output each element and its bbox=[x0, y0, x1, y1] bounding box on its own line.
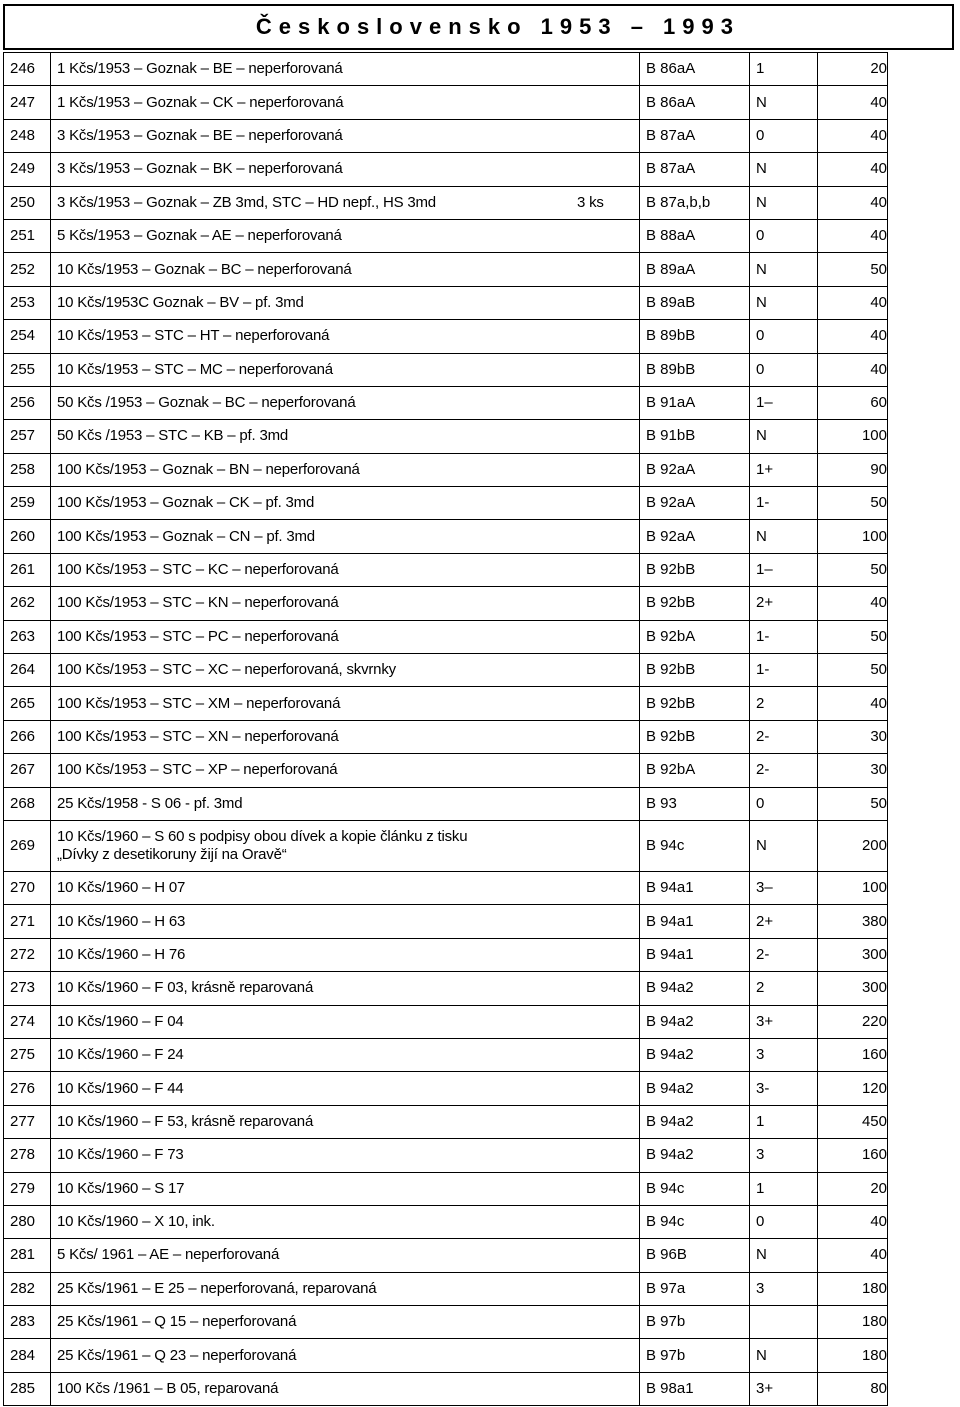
lot-description bbox=[51, 1306, 640, 1339]
lot-description-text: 100 Kčs/1953 – STC – XM – neperforovaná bbox=[57, 694, 341, 712]
page-title: Československo 1953 – 1993 bbox=[255, 14, 740, 39]
lot-number: 264 bbox=[4, 654, 51, 687]
lot-description bbox=[51, 353, 640, 386]
lot-number: 279 bbox=[4, 1172, 51, 1205]
catalog-number: B 92aA bbox=[640, 487, 750, 520]
catalog-number: B 87aA bbox=[640, 119, 750, 152]
lot-number: 265 bbox=[4, 687, 51, 720]
lot-description bbox=[51, 972, 640, 1005]
lot-description-text: 25 Kčs/1961 – E 25 – neperforovaná, reparovaná bbox=[57, 1279, 377, 1297]
starting-price: 40 bbox=[818, 219, 888, 252]
catalog-number: B 94c bbox=[640, 820, 750, 871]
lot-number: 280 bbox=[4, 1205, 51, 1238]
catalog-number: B 88aA bbox=[640, 219, 750, 252]
lot-number: 269 bbox=[4, 820, 51, 871]
table-row bbox=[4, 654, 888, 687]
lot-description-text: 10 Kčs/1960 – H 07 bbox=[57, 879, 186, 897]
condition-grade: 1 bbox=[750, 53, 818, 86]
table-row bbox=[4, 871, 888, 904]
table-row bbox=[4, 1205, 888, 1238]
starting-price: 20 bbox=[818, 53, 888, 86]
starting-price: 30 bbox=[818, 754, 888, 787]
table-row bbox=[4, 720, 888, 753]
starting-price: 220 bbox=[818, 1005, 888, 1038]
condition-grade: 1- bbox=[750, 487, 818, 520]
catalog-number: B 86aA bbox=[640, 86, 750, 119]
lot-number: 257 bbox=[4, 420, 51, 453]
condition-grade: N bbox=[750, 86, 818, 119]
condition-grade: 0 bbox=[750, 787, 818, 820]
lot-description bbox=[51, 453, 640, 486]
condition-grade: 1+ bbox=[750, 453, 818, 486]
lot-description-text: 1 Kčs/1953 – Goznak – CK – neperforovaná bbox=[57, 93, 344, 111]
starting-price: 40 bbox=[818, 153, 888, 186]
lot-description-text: 100 Kčs/1953 – STC – XP – neperforovaná bbox=[57, 761, 338, 779]
table-row bbox=[4, 86, 888, 119]
catalog-number: B 97b bbox=[640, 1306, 750, 1339]
lot-description-text: 50 Kčs /1953 – STC – KB – pf. 3md bbox=[57, 427, 289, 445]
condition-grade: N bbox=[750, 820, 818, 871]
catalog-number: B 92bB bbox=[640, 720, 750, 753]
condition-grade: 3 bbox=[750, 1038, 818, 1071]
table-row bbox=[4, 420, 888, 453]
lot-number: 256 bbox=[4, 386, 51, 419]
table-row bbox=[4, 972, 888, 1005]
lot-description-text: 3 Kčs/1953 – Goznak – ZB 3md, STC – HD nepf., HS 3md bbox=[57, 193, 436, 211]
catalog-number: B 92bB bbox=[640, 587, 750, 620]
catalog-number: B 94a1 bbox=[640, 871, 750, 904]
condition-grade: 3+ bbox=[750, 1005, 818, 1038]
starting-price: 40 bbox=[818, 320, 888, 353]
lot-description-text: 5 Kčs/1953 – Goznak – AE – neperforovaná bbox=[57, 227, 342, 245]
starting-price: 160 bbox=[818, 1038, 888, 1071]
catalog-number: B 94a2 bbox=[640, 1139, 750, 1172]
table-row bbox=[4, 253, 888, 286]
lot-description bbox=[51, 1139, 640, 1172]
condition-grade: N bbox=[750, 153, 818, 186]
starting-price: 180 bbox=[818, 1306, 888, 1339]
table-row bbox=[4, 1372, 888, 1405]
catalog-number: B 92bB bbox=[640, 687, 750, 720]
starting-price: 300 bbox=[818, 972, 888, 1005]
catalog-number: B 91bB bbox=[640, 420, 750, 453]
table-row bbox=[4, 1005, 888, 1038]
table-row bbox=[4, 520, 888, 553]
lot-description bbox=[51, 286, 640, 319]
table-row bbox=[4, 386, 888, 419]
lot-description bbox=[51, 53, 640, 86]
starting-price: 60 bbox=[818, 386, 888, 419]
catalog-number: B 94a2 bbox=[640, 1105, 750, 1138]
starting-price: 300 bbox=[818, 938, 888, 971]
condition-grade: 2+ bbox=[750, 587, 818, 620]
lot-description bbox=[51, 520, 640, 553]
lot-description-text: 10 Kčs/1953 – STC – MC – neperforovaná bbox=[57, 360, 333, 378]
lot-description-text: 10 Kčs/1960 – F 03, krásně reparovaná bbox=[57, 979, 314, 997]
lot-number: 266 bbox=[4, 720, 51, 753]
lot-number: 252 bbox=[4, 253, 51, 286]
starting-price: 100 bbox=[818, 871, 888, 904]
lot-description bbox=[51, 1339, 640, 1372]
lot-description bbox=[51, 905, 640, 938]
lot-description bbox=[51, 720, 640, 753]
starting-price: 380 bbox=[818, 905, 888, 938]
catalog-number: B 97b bbox=[640, 1339, 750, 1372]
starting-price: 180 bbox=[818, 1339, 888, 1372]
lot-number: 283 bbox=[4, 1306, 51, 1339]
condition-grade: 2+ bbox=[750, 905, 818, 938]
lot-description-text: 100 Kčs/1953 – STC – XN – neperforovaná bbox=[57, 728, 339, 745]
starting-price: 50 bbox=[818, 253, 888, 286]
catalog-number: B 94a1 bbox=[640, 905, 750, 938]
table-row bbox=[4, 453, 888, 486]
lot-description bbox=[51, 1205, 640, 1238]
condition-grade: 0 bbox=[750, 353, 818, 386]
condition-grade: 1- bbox=[750, 620, 818, 653]
lot-description-text: 10 Kčs/1953C Goznak – BV – pf. 3md bbox=[57, 293, 304, 311]
condition-grade: 1– bbox=[750, 386, 818, 419]
lot-number: 285 bbox=[4, 1372, 51, 1405]
table-row bbox=[4, 219, 888, 252]
table-row bbox=[4, 286, 888, 319]
lot-number: 250 bbox=[4, 186, 51, 219]
lot-description bbox=[51, 1072, 640, 1105]
lot-number: 276 bbox=[4, 1072, 51, 1105]
condition-grade: 3+ bbox=[750, 1372, 818, 1405]
lot-description-text: 10 Kčs/1953 – STC – HT – neperforovaná bbox=[57, 327, 330, 345]
starting-price: 30 bbox=[818, 720, 888, 753]
lot-description-text: 100 Kčs/1953 – STC – XC – neperforovaná, skvrnky bbox=[57, 661, 396, 679]
lot-description-text: 100 Kčs /1961 – B 05, reparovaná bbox=[57, 1380, 279, 1398]
lot-number: 282 bbox=[4, 1272, 51, 1305]
lot-number: 260 bbox=[4, 520, 51, 553]
table-row bbox=[4, 1105, 888, 1138]
table-row bbox=[4, 353, 888, 386]
lot-number: 271 bbox=[4, 905, 51, 938]
table-row bbox=[4, 687, 888, 720]
catalog-table-body bbox=[4, 53, 888, 1406]
lot-number: 249 bbox=[4, 153, 51, 186]
lot-description-text: 25 Kčs/1961 – Q 15 – neperforovaná bbox=[57, 1313, 297, 1331]
starting-price: 50 bbox=[818, 620, 888, 653]
lot-description-text: 3 Kčs/1953 – Goznak – BE – neperforovaná bbox=[57, 126, 343, 144]
lot-description bbox=[51, 186, 640, 219]
catalog-number: B 92bA bbox=[640, 754, 750, 787]
lot-description-text: 100 Kčs/1953 – STC – KN – neperforovaná bbox=[57, 594, 339, 612]
lot-number: 254 bbox=[4, 320, 51, 353]
table-row bbox=[4, 186, 888, 219]
catalog-number: B 94a2 bbox=[640, 1038, 750, 1071]
condition-grade: 1– bbox=[750, 553, 818, 586]
starting-price: 50 bbox=[818, 654, 888, 687]
lot-number: 277 bbox=[4, 1105, 51, 1138]
catalog-number: B 87aA bbox=[640, 153, 750, 186]
starting-price: 100 bbox=[818, 420, 888, 453]
starting-price: 40 bbox=[818, 1205, 888, 1238]
lot-description bbox=[51, 1272, 640, 1305]
starting-price: 40 bbox=[818, 86, 888, 119]
lot-number: 248 bbox=[4, 119, 51, 152]
condition-grade bbox=[750, 1306, 818, 1339]
condition-grade: N bbox=[750, 186, 818, 219]
table-row bbox=[4, 320, 888, 353]
lot-description bbox=[51, 787, 640, 820]
starting-price: 50 bbox=[818, 787, 888, 820]
condition-grade: 3- bbox=[750, 1072, 818, 1105]
catalog-number: B 92aA bbox=[640, 453, 750, 486]
catalog-number: B 96B bbox=[640, 1239, 750, 1272]
lot-description bbox=[51, 654, 640, 687]
lot-description-text: 10 Kčs/1960 – F 44 bbox=[57, 1079, 184, 1097]
lot-description-text: 100 Kčs/1953 – Goznak – CN – pf. 3md bbox=[57, 527, 315, 545]
catalog-number: B 91aA bbox=[640, 386, 750, 419]
condition-grade: 1 bbox=[750, 1172, 818, 1205]
table-row bbox=[4, 820, 888, 871]
table-row bbox=[4, 620, 888, 653]
condition-grade: 0 bbox=[750, 1205, 818, 1238]
lot-description bbox=[51, 871, 640, 904]
table-row bbox=[4, 938, 888, 971]
condition-grade: 2 bbox=[750, 687, 818, 720]
table-row bbox=[4, 1139, 888, 1172]
starting-price: 120 bbox=[818, 1072, 888, 1105]
catalog-number: B 92bB bbox=[640, 654, 750, 687]
starting-price: 40 bbox=[818, 119, 888, 152]
lot-number: 251 bbox=[4, 219, 51, 252]
starting-price: 40 bbox=[818, 587, 888, 620]
table-row bbox=[4, 905, 888, 938]
lot-description bbox=[51, 153, 640, 186]
lot-description bbox=[51, 119, 640, 152]
catalog-number: B 86aA bbox=[640, 53, 750, 86]
starting-price: 90 bbox=[818, 453, 888, 486]
condition-grade: N bbox=[750, 253, 818, 286]
table-row bbox=[4, 1339, 888, 1372]
catalog-number: B 89aA bbox=[640, 253, 750, 286]
lot-number: 281 bbox=[4, 1239, 51, 1272]
lot-number: 274 bbox=[4, 1005, 51, 1038]
table-row bbox=[4, 1172, 888, 1205]
catalog-number: B 94a2 bbox=[640, 972, 750, 1005]
lot-description-text: 100 Kčs/1953 – Goznak – BN – neperforovaná bbox=[57, 460, 360, 478]
lot-number: 267 bbox=[4, 754, 51, 787]
lot-description-text: 25 Kčs/1958 - S 06 - pf. 3md bbox=[57, 794, 243, 812]
condition-grade: 1- bbox=[750, 654, 818, 687]
lot-description-text: 10 Kčs/1953 – Goznak – BC – neperforovaná bbox=[57, 260, 352, 278]
table-row bbox=[4, 1038, 888, 1071]
catalog-number: B 94a1 bbox=[640, 938, 750, 971]
starting-price: 200 bbox=[818, 820, 888, 871]
lot-description bbox=[51, 86, 640, 119]
lot-number: 261 bbox=[4, 553, 51, 586]
starting-price: 80 bbox=[818, 1372, 888, 1405]
lot-description bbox=[51, 253, 640, 286]
starting-price: 40 bbox=[818, 1239, 888, 1272]
lot-description-text: 1 Kčs/1953 – Goznak – BE – neperforovaná bbox=[57, 60, 343, 78]
catalog-number: B 94a2 bbox=[640, 1005, 750, 1038]
lot-description-line: „Dívky z desetikoruny žijí na Oravě“ bbox=[57, 845, 287, 863]
lot-description-text: 100 Kčs/1953 – Goznak – CK – pf. 3md bbox=[57, 494, 315, 512]
table-row bbox=[4, 1072, 888, 1105]
catalog-number: B 87a,b,b bbox=[640, 186, 750, 219]
catalog-number: B 89bB bbox=[640, 353, 750, 386]
catalog-number: B 98a1 bbox=[640, 1372, 750, 1405]
lot-description-text: 3 Kčs/1953 – Goznak – BK – neperforovaná bbox=[57, 160, 343, 178]
lot-description bbox=[51, 553, 640, 586]
condition-grade: 0 bbox=[750, 219, 818, 252]
starting-price: 40 bbox=[818, 353, 888, 386]
page-header bbox=[3, 4, 954, 50]
lot-description bbox=[51, 320, 640, 353]
catalog-number: B 94c bbox=[640, 1205, 750, 1238]
lot-number: 275 bbox=[4, 1038, 51, 1071]
table-row bbox=[4, 587, 888, 620]
condition-grade: 2 bbox=[750, 972, 818, 1005]
table-row bbox=[4, 53, 888, 86]
lot-number: 273 bbox=[4, 972, 51, 1005]
lot-description-text: 10 Kčs/1960 – F 24 bbox=[57, 1046, 184, 1064]
lot-description bbox=[51, 1239, 640, 1272]
lot-description bbox=[51, 587, 640, 620]
lot-description bbox=[51, 1038, 640, 1071]
lot-description bbox=[51, 1372, 640, 1405]
condition-grade: 0 bbox=[750, 320, 818, 353]
table-row bbox=[4, 553, 888, 586]
lot-quantity: 3 ks bbox=[577, 193, 604, 211]
lot-description-text: 10 Kčs/1960 – X 10, ink. bbox=[57, 1213, 215, 1231]
lot-description bbox=[51, 687, 640, 720]
lot-description-text: 10 Kčs/1960 – F 53, krásně reparovaná bbox=[57, 1112, 314, 1130]
catalog-number: B 92bB bbox=[640, 553, 750, 586]
lot-number: 247 bbox=[4, 86, 51, 119]
lot-description-text: 100 Kčs/1953 – STC – KC – neperforovaná bbox=[57, 561, 339, 579]
catalog-number: B 92aA bbox=[640, 520, 750, 553]
condition-grade: N bbox=[750, 1239, 818, 1272]
lot-number: 262 bbox=[4, 587, 51, 620]
starting-price: 100 bbox=[818, 520, 888, 553]
condition-grade: N bbox=[750, 420, 818, 453]
lot-number: 278 bbox=[4, 1139, 51, 1172]
table-row bbox=[4, 787, 888, 820]
lot-description bbox=[51, 386, 640, 419]
lot-description bbox=[51, 1105, 640, 1138]
lot-description-text: 50 Kčs /1953 – Goznak – BC – neperforovaná bbox=[57, 394, 356, 412]
condition-grade: N bbox=[750, 286, 818, 319]
lot-number: 258 bbox=[4, 453, 51, 486]
lot-description bbox=[51, 1005, 640, 1038]
lot-number: 272 bbox=[4, 938, 51, 971]
lot-description bbox=[51, 620, 640, 653]
starting-price: 450 bbox=[818, 1105, 888, 1138]
lot-description-text: 10 Kčs/1960 – F 04 bbox=[57, 1012, 184, 1030]
lot-number: 255 bbox=[4, 353, 51, 386]
condition-grade: 0 bbox=[750, 119, 818, 152]
catalog-number: B 89aB bbox=[640, 286, 750, 319]
lot-description-text: 10 Kčs/1960 – H 76 bbox=[57, 945, 186, 963]
condition-grade: 3 bbox=[750, 1272, 818, 1305]
lot-description bbox=[51, 820, 640, 871]
catalog-number: B 93 bbox=[640, 787, 750, 820]
condition-grade: 2- bbox=[750, 938, 818, 971]
table-row bbox=[4, 153, 888, 186]
condition-grade: 3 bbox=[750, 1139, 818, 1172]
lot-description-text: 100 Kčs/1953 – STC – PC – neperforovaná bbox=[57, 627, 339, 645]
catalog-number: B 97a bbox=[640, 1272, 750, 1305]
table-row bbox=[4, 754, 888, 787]
table-row bbox=[4, 1272, 888, 1305]
lot-description-text: 10 Kčs/1960 – F 73 bbox=[57, 1146, 184, 1164]
lot-description bbox=[51, 754, 640, 787]
starting-price: 20 bbox=[818, 1172, 888, 1205]
condition-grade: 1 bbox=[750, 1105, 818, 1138]
starting-price: 160 bbox=[818, 1139, 888, 1172]
lot-number: 259 bbox=[4, 487, 51, 520]
lot-description-text: 10 Kčs/1960 – S 17 bbox=[57, 1179, 185, 1197]
condition-grade: N bbox=[750, 520, 818, 553]
lot-description bbox=[51, 420, 640, 453]
lot-description bbox=[51, 487, 640, 520]
starting-price: 180 bbox=[818, 1272, 888, 1305]
condition-grade: 3– bbox=[750, 871, 818, 904]
lot-description-text: 25 Kčs/1961 – Q 23 – neperforovaná bbox=[57, 1346, 297, 1364]
starting-price: 40 bbox=[818, 687, 888, 720]
table-row bbox=[4, 1306, 888, 1339]
lot-description-text: 5 Kčs/ 1961 – AE – neperforovaná bbox=[57, 1246, 280, 1264]
catalog-number: B 89bB bbox=[640, 320, 750, 353]
catalog-table bbox=[3, 52, 888, 1406]
lot-description-line: 10 Kčs/1960 – S 60 s podpisy obou dívek a kopie článku z tisku bbox=[57, 827, 468, 845]
starting-price: 50 bbox=[818, 553, 888, 586]
lot-number: 270 bbox=[4, 871, 51, 904]
lot-description bbox=[51, 219, 640, 252]
lot-description bbox=[51, 938, 640, 971]
condition-grade: N bbox=[750, 1339, 818, 1372]
starting-price: 40 bbox=[818, 186, 888, 219]
lot-number: 268 bbox=[4, 787, 51, 820]
lot-number: 246 bbox=[4, 53, 51, 86]
lot-number: 284 bbox=[4, 1339, 51, 1372]
lot-description bbox=[51, 1172, 640, 1205]
starting-price: 40 bbox=[818, 286, 888, 319]
starting-price: 50 bbox=[818, 487, 888, 520]
lot-description-text: 10 Kčs/1960 – H 63 bbox=[57, 912, 186, 930]
table-row bbox=[4, 487, 888, 520]
catalog-number: B 94c bbox=[640, 1172, 750, 1205]
condition-grade: 2- bbox=[750, 754, 818, 787]
catalog-number: B 94a2 bbox=[640, 1072, 750, 1105]
condition-grade: 2- bbox=[750, 720, 818, 753]
table-row bbox=[4, 119, 888, 152]
lot-number: 253 bbox=[4, 286, 51, 319]
lot-number: 263 bbox=[4, 620, 51, 653]
catalog-number: B 92bA bbox=[640, 620, 750, 653]
table-row bbox=[4, 1239, 888, 1272]
